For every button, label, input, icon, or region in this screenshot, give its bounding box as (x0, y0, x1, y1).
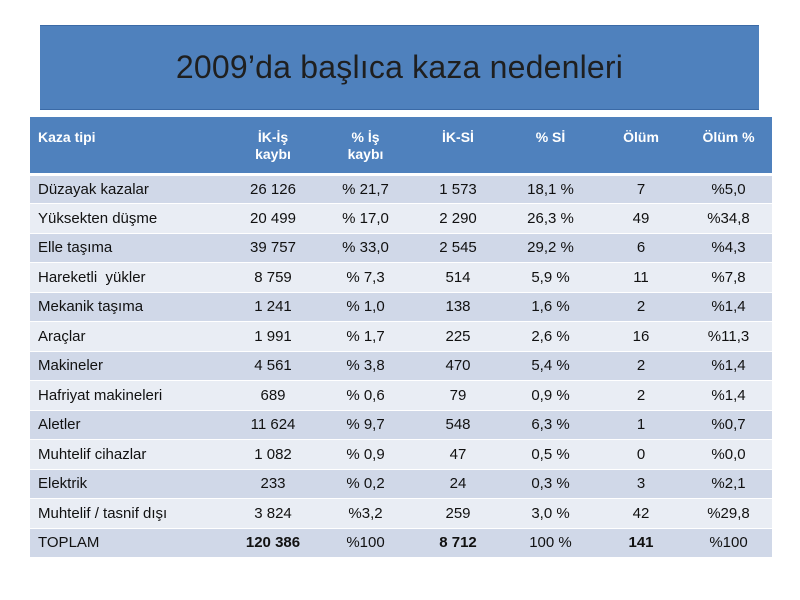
table-cell: 26 126 (227, 174, 319, 204)
table-cell: Muhtelif / tasnif dışı (30, 499, 227, 529)
table-cell: 120 386 (227, 528, 319, 558)
column-header-olum: Ölüm (597, 117, 685, 174)
table-cell: 11 (597, 263, 685, 293)
table-cell: %29,8 (685, 499, 772, 529)
table-row (30, 263, 772, 293)
table-row (30, 292, 772, 322)
column-header-ik-is-kaybi: İK-İş kaybı (227, 117, 319, 174)
table-row (30, 499, 772, 529)
table-cell: 2,6 % (504, 322, 597, 352)
table-cell: %11,3 (685, 322, 772, 352)
table-cell: 1,6 % (504, 292, 597, 322)
table-cell: %1,4 (685, 292, 772, 322)
table-cell: 2 (597, 351, 685, 381)
table-cell: % 0,2 (319, 469, 412, 499)
table-cell: 0 (597, 440, 685, 470)
table-cell: 26,3 % (504, 204, 597, 234)
table-row (30, 381, 772, 411)
table-cell: 7 (597, 174, 685, 204)
table-cell: 4 561 (227, 351, 319, 381)
table-cell: 1 241 (227, 292, 319, 322)
table-cell: 3,0 % (504, 499, 597, 529)
table-cell: 259 (412, 499, 504, 529)
table-cell: % 1,7 (319, 322, 412, 352)
table-cell: 8 712 (412, 528, 504, 558)
table-cell: Elektrik (30, 469, 227, 499)
table-cell: 225 (412, 322, 504, 352)
table-cell: %3,2 (319, 499, 412, 529)
table-cell: 20 499 (227, 204, 319, 234)
column-header-ik-si: İK-Sİ (412, 117, 504, 174)
table-cell: 138 (412, 292, 504, 322)
table-row (30, 322, 772, 352)
table-cell: Düzayak kazalar (30, 174, 227, 204)
table-row (30, 410, 772, 440)
column-header-yuzde-is-kaybi: % İş kaybı (319, 117, 412, 174)
table-cell: % 33,0 (319, 233, 412, 263)
table-row (30, 174, 772, 204)
table-cell: 6 (597, 233, 685, 263)
table-cell: 5,4 % (504, 351, 597, 381)
table-cell: 18,1 % (504, 174, 597, 204)
table-cell: 470 (412, 351, 504, 381)
column-header-olum-yuzde: Ölüm % (685, 117, 772, 174)
table-cell: 79 (412, 381, 504, 411)
table-cell: Muhtelif cihazlar (30, 440, 227, 470)
table-body (30, 174, 772, 558)
table-cell: 0,3 % (504, 469, 597, 499)
table-cell: %2,1 (685, 469, 772, 499)
table-cell: %100 (685, 528, 772, 558)
table-cell: 514 (412, 263, 504, 293)
table-cell: 0,9 % (504, 381, 597, 411)
table-cell: Elle taşıma (30, 233, 227, 263)
title-banner (40, 25, 759, 110)
table-cell: 29,2 % (504, 233, 597, 263)
table-cell: 11 624 (227, 410, 319, 440)
table-cell: %34,8 (685, 204, 772, 234)
table-cell: 2 (597, 381, 685, 411)
table-cell: 233 (227, 469, 319, 499)
column-header-yuzde-si: % Sİ (504, 117, 597, 174)
table-cell: % 7,3 (319, 263, 412, 293)
table-cell: Hafriyat makineleri (30, 381, 227, 411)
page-title: 2009’da başlıca kaza nedenleri (175, 49, 624, 85)
table-row (30, 233, 772, 263)
table-cell: 0,5 % (504, 440, 597, 470)
table-row (30, 351, 772, 381)
table-cell: 8 759 (227, 263, 319, 293)
table-cell: 42 (597, 499, 685, 529)
table-cell: Hareketli yükler (30, 263, 227, 293)
table-cell: 1 991 (227, 322, 319, 352)
table-cell: % 0,9 (319, 440, 412, 470)
table-cell: %7,8 (685, 263, 772, 293)
table-row (30, 204, 772, 234)
table-cell: 5,9 % (504, 263, 597, 293)
table-cell: 1 (597, 410, 685, 440)
table-cell: %0,0 (685, 440, 772, 470)
table-row (30, 469, 772, 499)
table-cell: % 1,0 (319, 292, 412, 322)
table-cell: 3 824 (227, 499, 319, 529)
table-cell: Aletler (30, 410, 227, 440)
table-cell: %4,3 (685, 233, 772, 263)
table-cell: % 9,7 (319, 410, 412, 440)
table-cell: %100 (319, 528, 412, 558)
table-cell: 548 (412, 410, 504, 440)
table-cell: 2 (597, 292, 685, 322)
table-cell: Yüksekten düşme (30, 204, 227, 234)
accident-table (30, 117, 772, 558)
table-cell: Mekanik taşıma (30, 292, 227, 322)
table-cell: Araçlar (30, 322, 227, 352)
table-cell: % 17,0 (319, 204, 412, 234)
table-cell: 16 (597, 322, 685, 352)
table-cell: 2 545 (412, 233, 504, 263)
table-cell: 24 (412, 469, 504, 499)
table-cell: 689 (227, 381, 319, 411)
table-cell: %1,4 (685, 351, 772, 381)
table-cell: % 0,6 (319, 381, 412, 411)
table-cell: 3 (597, 469, 685, 499)
table-header-row (30, 117, 772, 174)
table-cell: %1,4 (685, 381, 772, 411)
table-cell: %5,0 (685, 174, 772, 204)
table-cell: 39 757 (227, 233, 319, 263)
table-cell: 6,3 % (504, 410, 597, 440)
table-cell: 141 (597, 528, 685, 558)
table-cell: 100 % (504, 528, 597, 558)
table-cell: %0,7 (685, 410, 772, 440)
table-cell: 49 (597, 204, 685, 234)
table-cell: Makineler (30, 351, 227, 381)
column-header-kaza-tipi: Kaza tipi (30, 117, 227, 174)
table-total-row (30, 528, 772, 558)
table-cell: 2 290 (412, 204, 504, 234)
table-cell: 1 082 (227, 440, 319, 470)
table-row (30, 440, 772, 470)
table-cell: TOPLAM (30, 528, 227, 558)
table-cell: 47 (412, 440, 504, 470)
table-cell: % 21,7 (319, 174, 412, 204)
table-cell: 1 573 (412, 174, 504, 204)
table-cell: % 3,8 (319, 351, 412, 381)
